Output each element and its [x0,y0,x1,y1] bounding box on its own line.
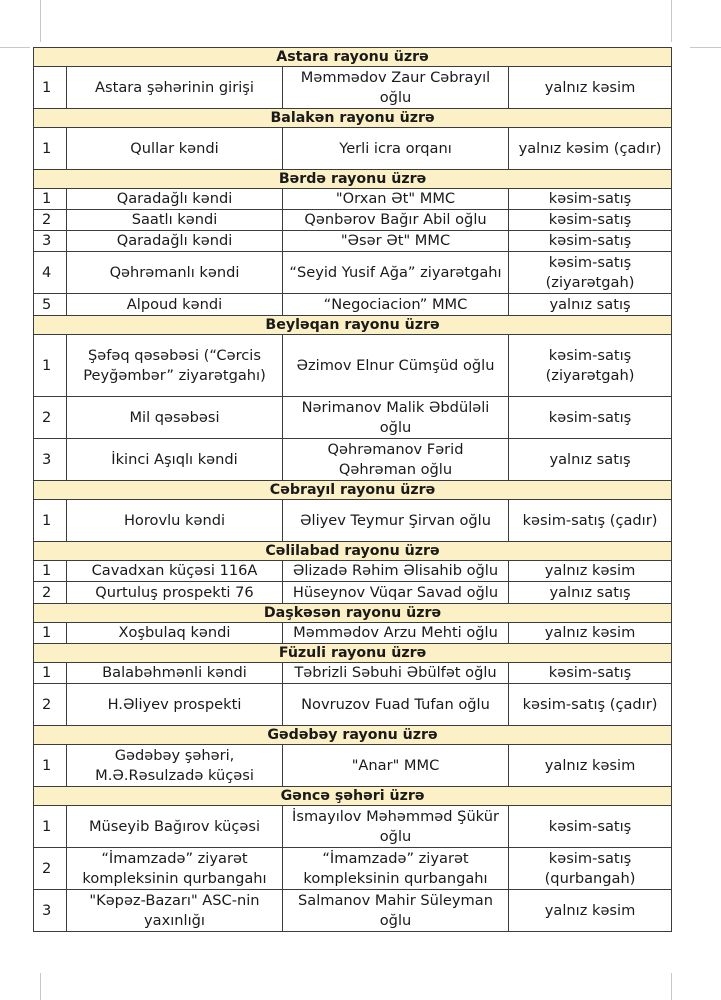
activity-cell: kəsim-satış [509,806,672,848]
table-row [34,439,672,481]
table-row [34,623,672,644]
row-number: 1 [34,67,67,109]
row-number: 2 [34,210,67,231]
section-header-row [34,316,672,335]
row-number: 5 [34,294,67,316]
table-row [34,252,672,294]
row-number: 1 [34,128,67,170]
table-row [34,67,672,109]
operator-cell: "Orxan Ət" MMC [283,189,509,210]
section-title: Bərdə rayonu üzrə [34,170,672,189]
table-row [34,231,672,252]
section-title: Astara rayonu üzrə [34,48,672,67]
operator-cell: “Seyid Yusif Ağa” ziyarətgahı [283,252,509,294]
section-header-row [34,481,672,500]
location-cell: Alpoud kəndi [67,294,283,316]
activity-cell: kəsim-satış (ziyarətgah) [509,252,672,294]
location-cell: H.Əliyev prospekti [67,684,283,726]
section-title: Füzuli rayonu üzrə [34,644,672,663]
activity-cell: kəsim-satış [509,397,672,439]
section-header-row [34,604,672,623]
table-row [34,294,672,316]
location-cell: Horovlu kəndi [67,500,283,542]
operator-cell: “İmamzadə” ziyarət kompleksinin qurbangahı [283,848,509,890]
row-number: 3 [34,890,67,932]
activity-cell: yalnız satış [509,439,672,481]
operator-cell: Hüseynov Vüqar Savad oğlu [283,582,509,604]
operator-cell: Əlizadə Rəhim Əlisahib oğlu [283,561,509,582]
activity-cell: kəsim-satış (çadır) [509,500,672,542]
table-row [34,663,672,684]
row-number: 2 [34,397,67,439]
activity-cell: yalnız kəsim [509,890,672,932]
operator-cell: "Anar" MMC [283,745,509,787]
crop-mark [40,0,41,42]
location-cell: Qəhrəmanlı kəndi [67,252,283,294]
table-row [34,210,672,231]
section-title: Cəbrayıl rayonu üzrə [34,481,672,500]
crop-mark [0,47,30,48]
table-row [34,500,672,542]
table-body [34,48,672,932]
row-number: 2 [34,684,67,726]
activity-cell: kəsim-satış [509,189,672,210]
table-row [34,745,672,787]
operator-cell: Əzimov Elnur Cümşüd oğlu [283,335,509,397]
operator-cell: Salmanov Mahir Süleyman oğlu [283,890,509,932]
section-header-row [34,48,672,67]
activity-cell: kəsim-satış (ziyarətgah) [509,335,672,397]
section-header-row [34,170,672,189]
location-cell: “İmamzadə” ziyarət kompleksinin qurbangahı [67,848,283,890]
location-cell: Saatlı kəndi [67,210,283,231]
table-row [34,582,672,604]
location-cell: "Kəpəz-Bazarı" ASC-nin yaxınlığı [67,890,283,932]
row-number: 1 [34,189,67,210]
table-row [34,684,672,726]
operator-cell: Təbrizli Səbuhi Əbülfət oğlu [283,663,509,684]
table-row [34,806,672,848]
operator-cell: Məmmədov Zaur Cəbrayıl oğlu [283,67,509,109]
location-cell: Müseyib Bağırov küçəsi [67,806,283,848]
location-cell: İkinci Aşıqlı kəndi [67,439,283,481]
operator-cell: Qəhrəmanov Fərid Qəhrəman oğlu [283,439,509,481]
location-cell: Mil qəsəbəsi [67,397,283,439]
activity-cell: kəsim-satış (qurbangah) [509,848,672,890]
activity-cell: yalnız kəsim [509,623,672,644]
section-header-row [34,726,672,745]
activity-cell: yalnız kəsim [509,67,672,109]
row-number: 1 [34,561,67,582]
operator-cell: İsmayılov Məhəmməd Şükür oğlu [283,806,509,848]
row-number: 3 [34,231,67,252]
activity-cell: kəsim-satış [509,663,672,684]
activity-cell: kəsim-satış [509,231,672,252]
section-header-row [34,542,672,561]
activity-cell: kəsim-satış (çadır) [509,684,672,726]
section-title: Gəncə şəhəri üzrə [34,787,672,806]
table-row [34,561,672,582]
row-number: 1 [34,745,67,787]
activity-cell: yalnız kəsim [509,745,672,787]
operator-cell: Əliyev Teymur Şirvan oğlu [283,500,509,542]
location-cell: Gədəbəy şəhəri, M.Ə.Rəsulzadə küçəsi [67,745,283,787]
row-number: 1 [34,335,67,397]
row-number: 3 [34,439,67,481]
abattoir-table [33,47,672,932]
operator-cell: Qənbərov Bağır Abil oğlu [283,210,509,231]
crop-mark [40,973,41,1000]
section-title: Beyləqan rayonu üzrə [34,316,672,335]
row-number: 1 [34,663,67,684]
location-cell: Qaradağlı kəndi [67,231,283,252]
row-number: 2 [34,848,67,890]
operator-cell: “Negociacion” MMC [283,294,509,316]
section-title: Daşkəsən rayonu üzrə [34,604,672,623]
activity-cell: kəsim-satış [509,210,672,231]
row-number: 2 [34,582,67,604]
operator-cell: Məmmədov Arzu Mehti oğlu [283,623,509,644]
table-row [34,890,672,932]
table-row [34,128,672,170]
row-number: 4 [34,252,67,294]
location-cell: Qullar kəndi [67,128,283,170]
section-title: Gədəbəy rayonu üzrə [34,726,672,745]
crop-mark [671,0,672,42]
location-cell: Cavadxan küçəsi 116A [67,561,283,582]
section-title: Cəlilabad rayonu üzrə [34,542,672,561]
section-header-row [34,787,672,806]
location-cell: Qaradağlı kəndi [67,189,283,210]
table-row [34,397,672,439]
operator-cell: "Əsər Ət" MMC [283,231,509,252]
location-cell: Xoşbulaq kəndi [67,623,283,644]
section-title: Balakən rayonu üzrə [34,109,672,128]
location-cell: Balabəhmənli kəndi [67,663,283,684]
section-header-row [34,644,672,663]
operator-cell: Nərimanov Malik Əbdüləli oğlu [283,397,509,439]
operator-cell: Novruzov Fuad Tufan oğlu [283,684,509,726]
table-row [34,189,672,210]
activity-cell: yalnız satış [509,294,672,316]
location-cell: Qurtuluş prospekti 76 [67,582,283,604]
location-cell: Şəfəq qəsəbəsi (“Cərcis Peyğəmbər” ziyarətgahı) [67,335,283,397]
row-number: 1 [34,623,67,644]
crop-mark [690,47,721,48]
location-cell: Astara şəhərinin girişi [67,67,283,109]
activity-cell: yalnız kəsim (çadır) [509,128,672,170]
activity-cell: yalnız kəsim [509,561,672,582]
crop-mark [671,973,672,1000]
row-number: 1 [34,806,67,848]
section-header-row [34,109,672,128]
table-row [34,848,672,890]
operator-cell: Yerli icra orqanı [283,128,509,170]
activity-cell: yalnız satış [509,582,672,604]
row-number: 1 [34,500,67,542]
table-row [34,335,672,397]
